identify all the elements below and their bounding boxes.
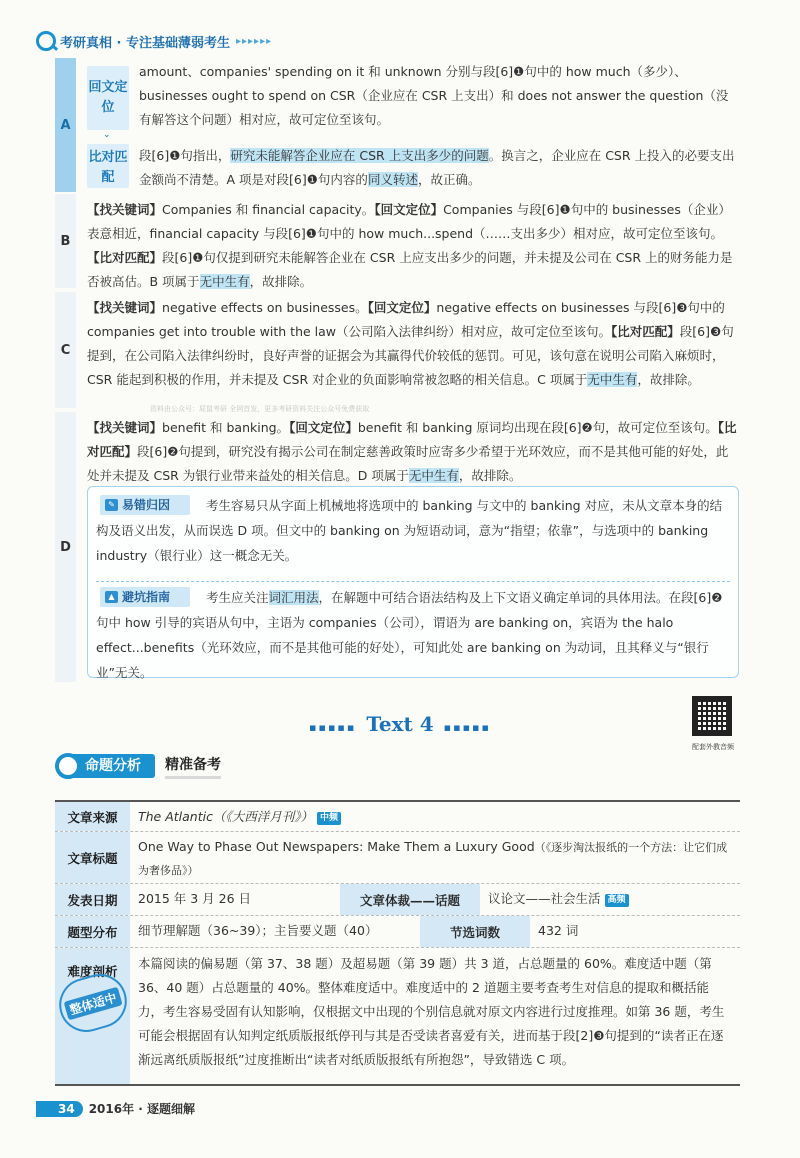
- types-value: 细节理解题（36~39）；主旨要义题（40）: [138, 923, 378, 938]
- level-badge: 中频: [317, 812, 341, 825]
- header-title: 考研真相 · 专注基础薄弱考生: [60, 35, 230, 51]
- option-b-text: 【找关键词】Companies 和 financial capacity。【回文定位】Companies 与段[6]❶句中的 businesses（企业）表意相近，financial capacity 与段[6]❶句中的 how much...spend（……支出多少）相对应，故可定位至该句。【比对匹配】段[6]❶句仅提到研究未能解答企业在 CSR 上应支出多少的问题，并未提及公司在 CSR 上的财务能力是否被高估。B 项属于无中生有，故排除。: [87, 202, 733, 289]
- error-cause-text: 考生容易只从字面上机械地将选项中的 banking 与文中的 banking 对应，未从文章本身的结构及语义出发，从而误选 D 项。但文中的 banking on 为短语动词，意为“指望；依靠”，与选项中的 banking industry（银行业）这一概念无关。: [96, 498, 723, 563]
- table-row: [55, 832, 740, 884]
- table-row: [55, 948, 740, 1084]
- option-b-block: [55, 194, 740, 288]
- search-logo-icon: [55, 753, 81, 779]
- warning-icon: ▲: [105, 591, 118, 603]
- source-value: The Atlantic（《大西洋月刊》） 中频: [130, 802, 349, 831]
- date-value: 2015 年 3 月 26 日: [138, 891, 252, 906]
- count-value: 432 词: [538, 923, 579, 938]
- option-d-text: 【找关键词】benefit 和 banking。【回文定位】benefit 和 banking 原词均出现在段[6]❷句，故可定位至该句。【比对匹配】段[6]❷句提到，研究没有揭示公司在制定慈善政策时应寄多少希望于光环效应，而不是其他可能的好处，此处并未提及 CSR 为银行业带来益处的相关信息。D 项属于无中生有，故排除。: [87, 420, 737, 483]
- highlight: 无中生有: [199, 274, 250, 289]
- option-d-tab: D: [55, 412, 76, 682]
- page-footer: [36, 1100, 195, 1117]
- header-arrows-icon: ▸▸▸▸▸▸: [236, 35, 273, 47]
- search-logo-icon: [36, 31, 56, 51]
- table-row: [55, 916, 740, 948]
- compare-label: 比对匹配: [87, 144, 129, 188]
- table-row: [55, 884, 740, 916]
- analysis-table: [55, 800, 740, 1086]
- difficulty-stamp: 整体适中: [53, 968, 133, 1039]
- option-a-block: [55, 58, 740, 192]
- row-header: 发表日期: [55, 884, 130, 915]
- chevron-down-icon: ⌄: [103, 130, 111, 140]
- row-header: 节选词数: [420, 916, 530, 947]
- pitfall-guide-tag: ▲ 避坑指南: [100, 587, 190, 607]
- page-number: 34: [36, 1101, 83, 1117]
- tips-box: [87, 486, 739, 678]
- highlight: 同义转述: [367, 172, 418, 187]
- row-header: 文章标题: [55, 832, 130, 883]
- watermark: 资料由公众号：屁鼠考研 全网首发，更多考研资料关注公众号免费获取: [150, 405, 370, 413]
- highlight: 研究未能解答企业应在 CSR 上支出多少的问题: [230, 148, 489, 163]
- option-a-locate-text: amount、companies' spending on it 和 unknown 分别与段[6]❶句中的 how much（多少）、businesses ought to spend on CSR（企业应在 CSR 上支出）和 does not answer the question（没有解答这个问题）相对应，故可定位至该句。: [139, 64, 729, 127]
- highlight: 无中生有: [408, 468, 459, 483]
- pitfall-guide-text: 考生应关注词汇用法，在解题中可结合语法结构及上下文语义确定单词的具体用法。在段[6]❷句中 how 引导的宾语从句中，主语为 companies（公司），谓语为 are banking on，宾语为 the halo effect...benefits（光环效应，而不是其他可能的好处），可知此处 are banking on 为动词，且其释义与“银行业”无关。: [96, 590, 723, 680]
- highlight: 词汇用法: [268, 590, 319, 605]
- footer-title: 2016年 · 逐题细解: [88, 1102, 196, 1116]
- decor-dots-right: ▪▪▪▪▪: [443, 721, 491, 734]
- genre-value: 议论文——社会生活 高频: [480, 884, 637, 915]
- text4-heading: [0, 712, 800, 736]
- divider: [96, 581, 730, 582]
- row-header: 难度剖析 整体适中: [55, 948, 130, 1084]
- option-a-tab: A: [55, 58, 76, 192]
- option-b-tab: B: [55, 194, 76, 288]
- row-header: 题型分布: [55, 916, 130, 947]
- option-c-tab: C: [55, 292, 76, 408]
- row-header: 文章来源: [55, 802, 130, 831]
- qr-code-icon[interactable]: [692, 696, 732, 736]
- error-icon: ✎: [105, 499, 118, 511]
- locate-label: 回文定位: [87, 66, 129, 130]
- option-c-block: [55, 292, 740, 408]
- section-title: 命题分析: [69, 754, 155, 778]
- title-value: One Way to Phase Out Newspapers: Make Them a Luxury Good（《逐步淘汰报纸的一个方法：让它们成为奢侈品》）: [138, 839, 728, 877]
- decor-dots-left: ▪▪▪▪▪: [309, 721, 357, 734]
- page-header: [36, 28, 272, 54]
- error-cause-tag: ✎ 易错归因: [100, 495, 190, 515]
- difficulty-value: 本篇阅读的偏易题（第 37、38 题）及超易题（第 39 题）共 3 道，占总题量的 60%。难度适中题（第 36、40 题）占总题量的 40%。整体难度适中。难度适中的 2 道题主要考查考生对信息的提取和概括能力，考生容易受固有认知影响，仅根据文中出现的个别信息就对原文内容进行过度推理。如第 36 题，考生可能会根据固有认知判定纸质版报纸停刊与其是否受读者喜爱有关，进而基于段[2]❸句提到的“读者正在逐渐远离纸质版报纸”过度推断出“读者对纸质版报纸有所抱怨”，导致错选 C 项。: [138, 956, 725, 1067]
- row-header: 文章体裁——话题: [340, 884, 480, 915]
- qr-caption: 配套外教音频: [692, 743, 734, 751]
- section-heading: [55, 750, 221, 782]
- option-a-compare-text: 段[6]❶句指出，研究未能解答企业应在 CSR 上支出多少的问题。换言之，企业应在 CSR 上投入的必要支出金额尚不清楚。A 项是对段[6]❶句内容的同义转述，故正确。: [139, 148, 735, 187]
- level-badge: 高频: [605, 894, 629, 907]
- option-c-text: 【找关键词】negative effects on businesses。【回文定位】negative effects on businesses 与段[6]❸句中的 companies get into trouble with the law（公司陷入法律纠纷）相对应，故可定位至该句。【比对匹配】段[6]❸句提到，在公司陷入法律纠纷时，良好声誉的证据会为其赢得代价较低的惩罚。可见，该句意在说明公司陷入麻烦时，CSR 能起到积极的作用，并未提及 CSR 对企业的负面影响常被忽略的相关信息。C 项属于无中生有，故排除。: [87, 300, 734, 387]
- text4-title: Text 4: [366, 712, 434, 736]
- section-subtitle: 精准备考: [165, 754, 221, 779]
- table-row: [55, 802, 740, 832]
- highlight: 无中生有: [587, 372, 638, 387]
